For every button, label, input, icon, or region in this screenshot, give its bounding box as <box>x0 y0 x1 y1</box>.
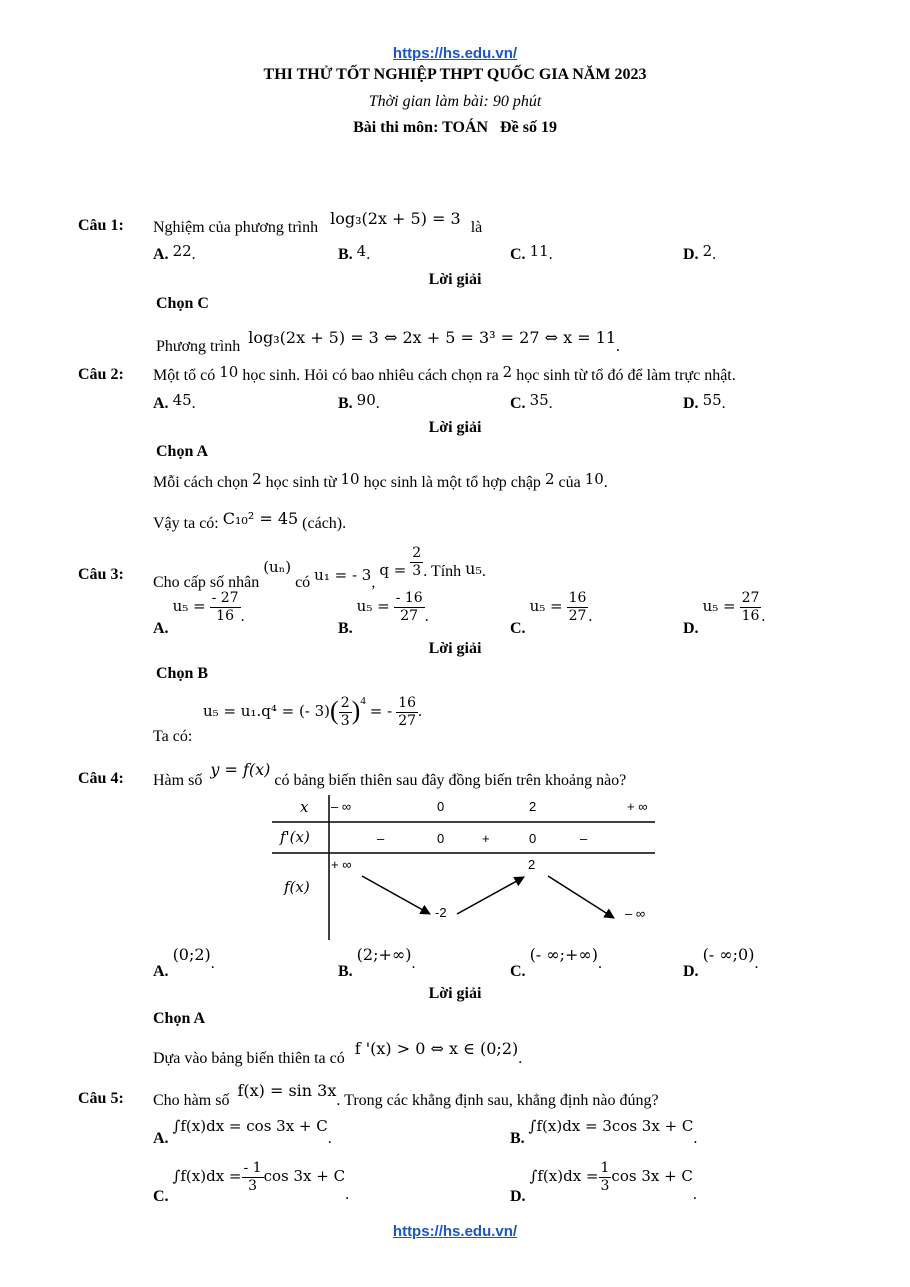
header-link[interactable]: https://hs.edu.vn/ <box>392 45 518 62</box>
table-x-1: – ∞ <box>331 799 352 814</box>
q1-text: Nghiệm của phương trình log₃(2x + 5) = 3 là <box>153 209 483 236</box>
q3-option-c[interactable]: C. u₅ = $\frac{16}{27}$ . <box>510 590 593 638</box>
exam-title: THI THỬ TỐT NGHIỆP THPT QUỐC GIA NĂM 2023 <box>263 66 647 83</box>
q2-label: Câu 2: <box>78 366 124 383</box>
q1-option-c[interactable]: C. 11. <box>510 242 553 263</box>
q5-option-c[interactable]: C. ∫f(x)dx = $\frac{- 1}{3}$ cos 3x + C. <box>153 1160 350 1206</box>
q1-option-d[interactable]: D. 2. <box>683 242 717 263</box>
q4-choice: Chọn A <box>153 1010 206 1027</box>
q4-function: y = f(x) <box>210 760 271 779</box>
q4-option-a[interactable]: A. (0;2). <box>153 945 215 980</box>
q5-option-d[interactable]: D. ∫f(x)dx = $\frac{1}{3}$ cos 3x + C. <box>510 1160 697 1206</box>
q1-choice: Chọn C <box>156 295 209 312</box>
q5-label: Câu 5: <box>78 1090 124 1107</box>
q2-explanation-2: Vậy ta có: C₁₀² = 45 (cách). <box>153 509 347 532</box>
q1-option-b[interactable]: B. 4. <box>338 242 371 263</box>
table-sign-5: – <box>580 831 588 846</box>
q2-combination: C₁₀² = 45 <box>222 509 299 528</box>
q2-text: Một tổ có 10 học sinh. Hỏi có bao nhiêu cách chọn ra 2 học sinh từ tổ đó để làm trực nhật. <box>153 363 736 384</box>
table-x-2: 0 <box>437 799 445 814</box>
table-f-4: – ∞ <box>625 906 646 921</box>
q4-text: Hàm số y = f(x) có bảng biến thiên sau đây đồng biến trên khoảng nào? <box>153 760 627 789</box>
q3-choice: Chọn B <box>156 665 209 682</box>
table-x-3: 2 <box>529 799 537 814</box>
q5-option-b[interactable]: B. ∫f(x)dx = 3cos 3x + C. <box>510 1117 698 1147</box>
table-sign-3: + <box>482 831 490 846</box>
q4-option-c[interactable]: C. (- ∞;+∞). <box>510 945 602 980</box>
exam-time: Thời gian làm bài: 90 phút <box>368 93 542 110</box>
exam-subject: Bài thi môn: TOÁN Đề số 19 <box>353 119 557 136</box>
q3-label: Câu 3: <box>78 566 124 583</box>
q2-explanation-1: Mỗi cách chọn 2 học sinh từ 10 học sinh là một tổ hợp chập 2 của 10. <box>153 470 608 491</box>
q3-option-b[interactable]: B. u₅ = $\frac{- 16}{27}$ . <box>338 590 429 638</box>
q2-option-a[interactable]: A. 45. <box>153 391 196 412</box>
q4-explain-equation: f '(x) > 0 ⇔ x ∈ (0;2) <box>354 1039 519 1058</box>
table-sign-4: 0 <box>529 831 537 846</box>
q5-option-a[interactable]: A. ∫f(x)dx = cos 3x + C. <box>153 1117 332 1147</box>
q4-label: Câu 4: <box>78 770 124 787</box>
increasing-arrow <box>457 877 524 914</box>
q2-solution-title: Lời giải <box>428 419 482 436</box>
table-sign-1: – <box>377 831 385 846</box>
table-sign-2: 0 <box>437 831 445 846</box>
footer-link[interactable]: https://hs.edu.vn/ <box>392 1223 518 1240</box>
table-f-3: 2 <box>528 857 536 872</box>
q1-explanation: Phương trình log₃(2x + 5) = 3 ⇔ 2x + 5 = 3³ = 27 ⇔ x = 11. <box>156 328 621 355</box>
table-x-4: + ∞ <box>627 799 648 814</box>
table-f-2: -2 <box>435 905 447 920</box>
decreasing-arrow-2 <box>548 876 614 918</box>
decreasing-arrow-1 <box>362 876 430 914</box>
q4-option-b[interactable]: B. (2;+∞). <box>338 945 416 980</box>
q4-explanation: Dựa vào bảng biến thiên ta có f '(x) > 0 ⇔ x ∈ (0;2). <box>153 1039 523 1067</box>
q1-label: Câu 1: <box>78 217 124 234</box>
q4-solution-title: Lời giải <box>428 985 482 1002</box>
table-f-label: f(x) <box>284 878 310 896</box>
q2-choice: Chọn A <box>156 443 209 460</box>
q2-option-b[interactable]: B. 90. <box>338 391 380 412</box>
q3-ratio-fraction: $\frac{2}{3}$ <box>412 545 422 579</box>
q5-function: f(x) = sin 3x <box>237 1081 337 1100</box>
q3-option-a[interactable]: A. u₅ = $\frac{- 27}{16}$ . <box>153 590 245 638</box>
table-fprime-label: f'(x) <box>280 828 310 846</box>
q2-option-d[interactable]: D. 55. <box>683 391 726 412</box>
q3-explanation-label: Ta có: <box>153 728 193 745</box>
q1-explain-equation: log₃(2x + 5) = 3 ⇔ 2x + 5 = 3³ = 27 ⇔ x = 11 <box>248 328 617 347</box>
q4-option-d[interactable]: D. (- ∞;0). <box>683 945 759 980</box>
q3-option-d[interactable]: D. u₅ = $\frac{27}{16}$ . <box>683 590 766 638</box>
q3-explanation-equation: u₅ = u₁.q⁴ = (- 3)( $\frac{2}{3}$ )$^4$ = - $\frac{16}{27}$ . <box>203 694 423 729</box>
q5-text: Cho hàm số f(x) = sin 3x. Trong các khẳng định sau, khẳng định nào đúng? <box>153 1081 659 1109</box>
q3-solution-title: Lời giải <box>428 640 482 657</box>
table-x-label: x <box>300 798 309 816</box>
q2-option-c[interactable]: C. 35. <box>510 391 553 412</box>
variation-table <box>272 790 660 942</box>
q3-text: Cho cấp số nhân (uₙ) có u₁ = - 3, q = $\frac{2}{3}$ . Tính u₅. <box>153 545 486 592</box>
q1-option-a[interactable]: A. 22. <box>153 242 196 263</box>
q1-solution-title: Lời giải <box>428 271 482 288</box>
table-f-1: + ∞ <box>331 857 352 872</box>
q1-equation: log₃(2x + 5) = 3 <box>330 209 461 228</box>
